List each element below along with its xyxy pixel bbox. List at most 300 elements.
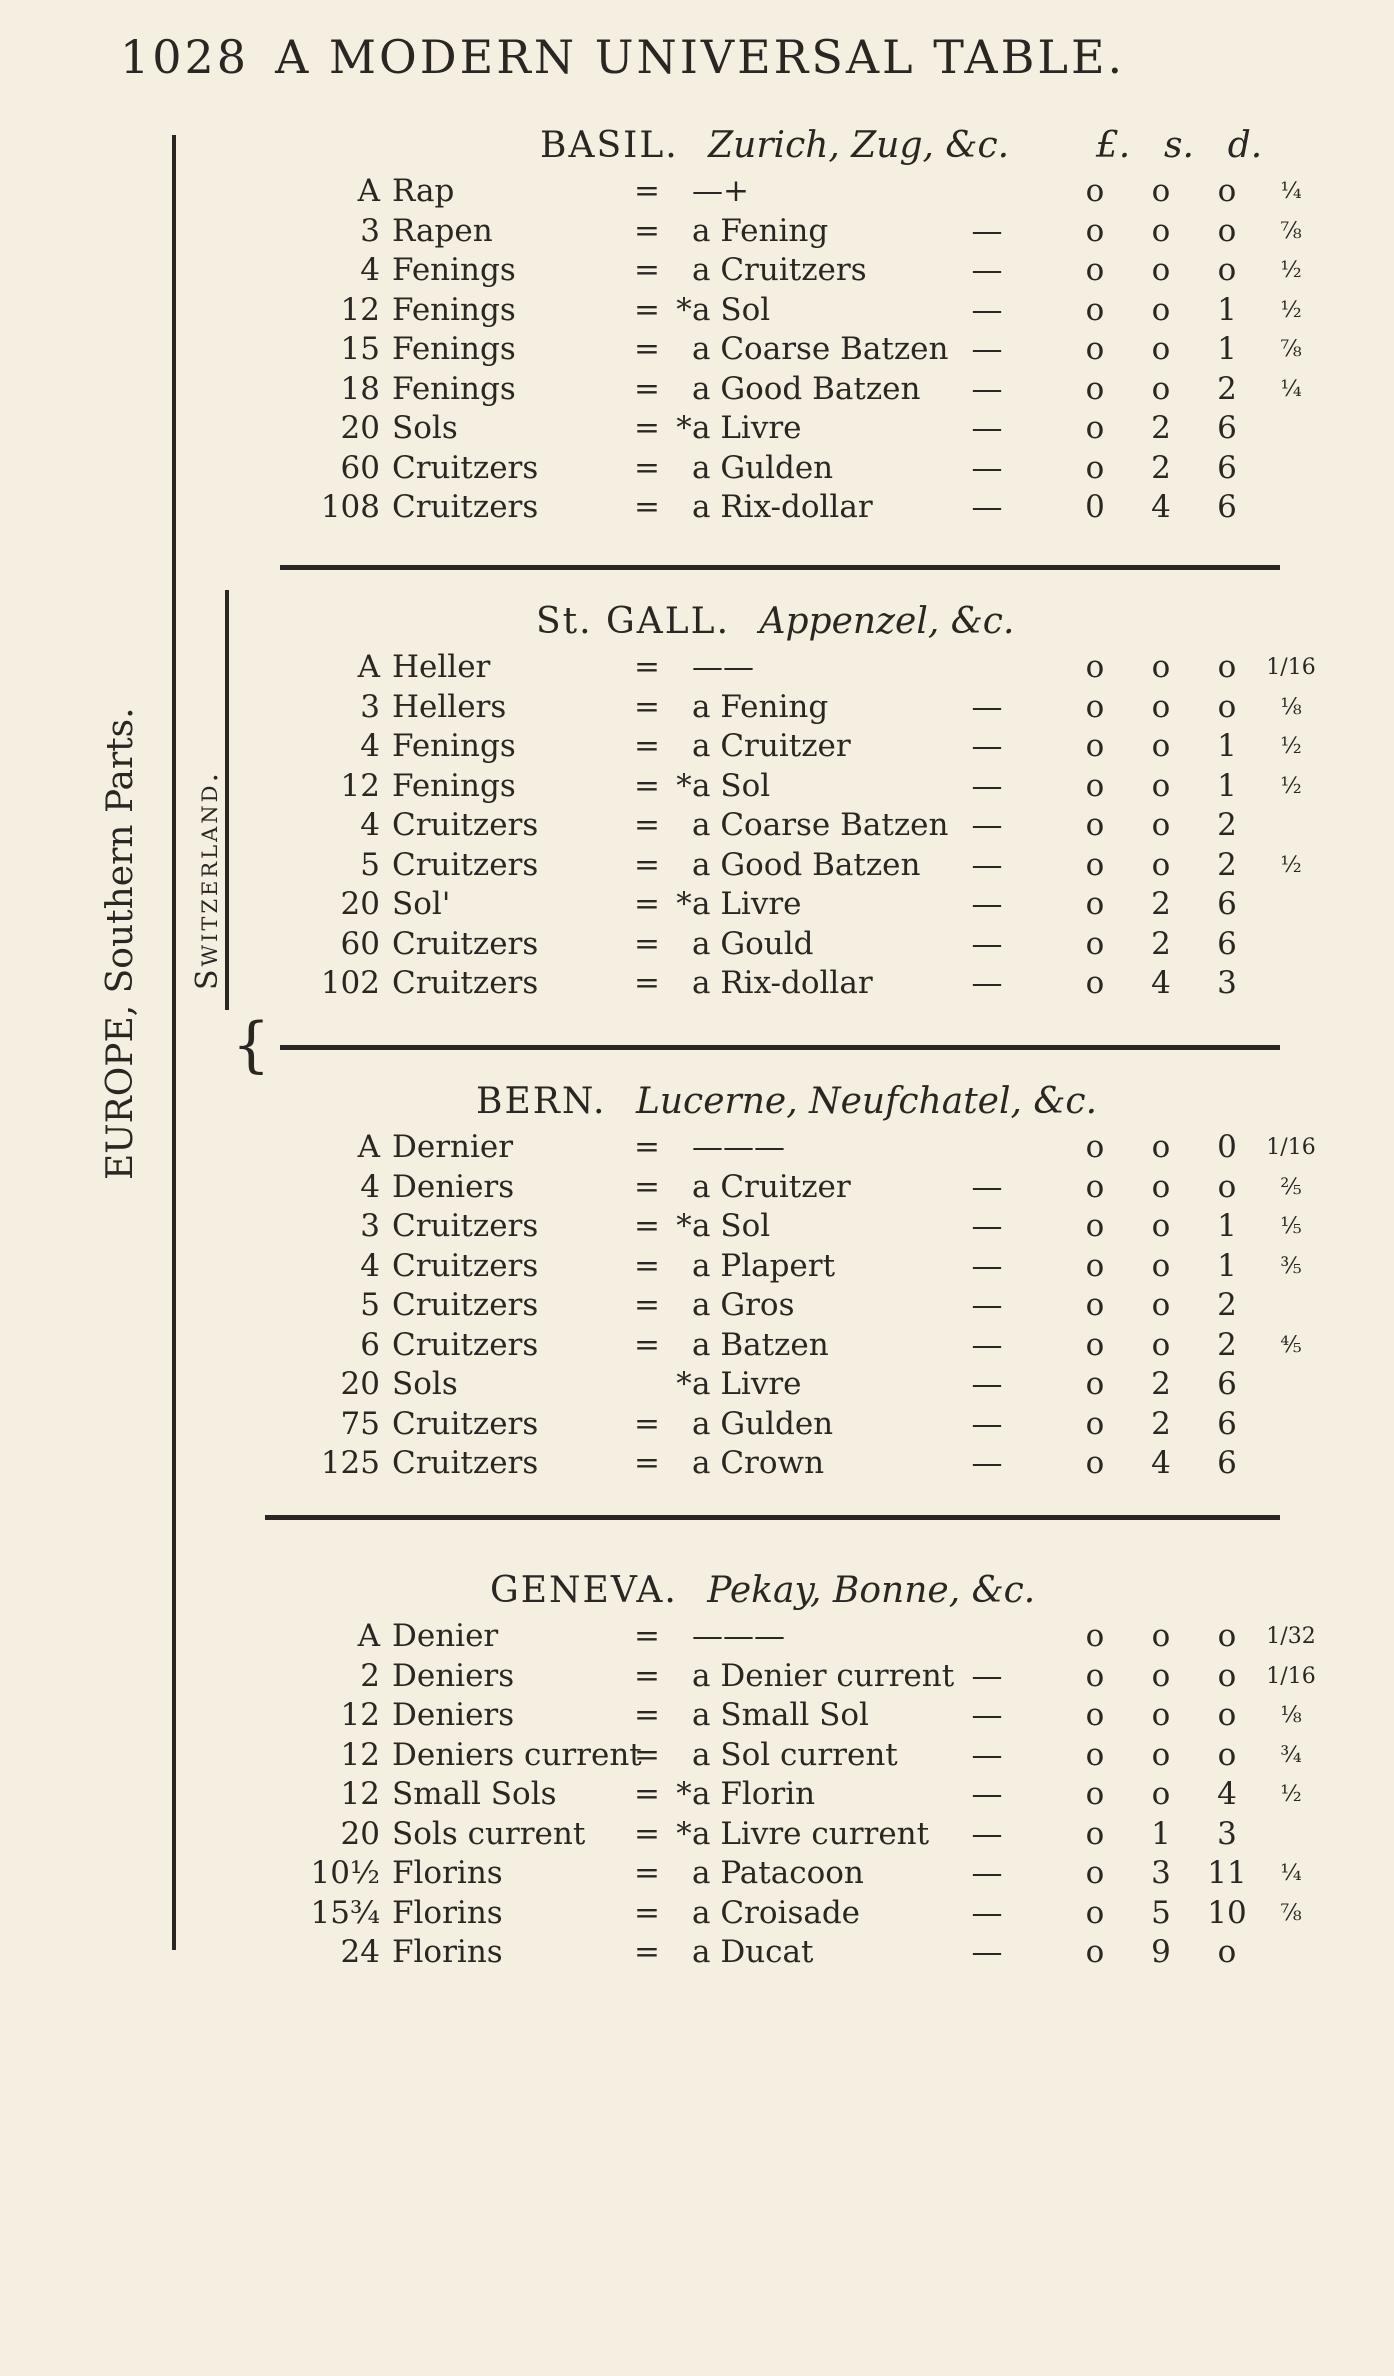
unit: Sol': [392, 886, 451, 922]
unit: Sols: [392, 1366, 458, 1402]
table-row: [280, 172, 1330, 212]
quantity: 20: [340, 410, 380, 446]
unit: Cruitzers: [392, 846, 539, 883]
shillings-value: o: [1151, 1287, 1171, 1323]
unit: Cruitzers: [392, 1405, 539, 1442]
table-row: [280, 964, 1330, 1004]
pence-value: 6: [1217, 489, 1237, 525]
pounds-value: o: [1085, 212, 1105, 249]
dash: —: [971, 410, 1003, 446]
equals-sign: =: [634, 1894, 660, 1931]
quantity: A: [357, 173, 380, 209]
pounds-value: o: [1085, 1894, 1105, 1931]
table-row: [280, 1775, 1330, 1815]
unit: Fenings: [392, 291, 516, 328]
equivalent: ———: [692, 1618, 785, 1654]
pence-value: 1: [1217, 291, 1237, 328]
equals-sign: =: [634, 846, 660, 883]
shillings-value: o: [1151, 1618, 1171, 1654]
shillings-value: o: [1151, 1697, 1171, 1733]
shillings-value: o: [1151, 688, 1171, 725]
quantity: 3: [360, 688, 380, 725]
shillings-value: 4: [1151, 1445, 1171, 1481]
dash: —: [971, 252, 1003, 288]
pounds-value: o: [1085, 331, 1105, 367]
dash: —: [971, 728, 1003, 764]
equivalent: a Sol: [692, 291, 771, 328]
shillings-value: 9: [1151, 1934, 1171, 1970]
unit: Cruitzers: [392, 1247, 539, 1284]
table-row: [280, 330, 1330, 370]
dash: —: [971, 291, 1003, 328]
section-geneva: [280, 1565, 1330, 1973]
shillings-value: o: [1151, 173, 1171, 209]
fraction: ⅛: [1280, 1703, 1302, 1728]
pence-value: o: [1217, 1657, 1237, 1694]
pence-value: o: [1217, 688, 1237, 725]
section-divider: [280, 1045, 1280, 1050]
quantity: 2: [360, 1657, 380, 1694]
quantity: 75: [340, 1405, 380, 1442]
pence-value: o: [1217, 252, 1237, 288]
asterisk: *: [676, 1208, 692, 1244]
unit: Fenings: [392, 252, 516, 288]
equivalent: a Cruitzers: [692, 252, 867, 288]
equivalent: a Croisade: [692, 1894, 861, 1931]
unit: Fenings: [392, 728, 516, 764]
pence-value: 6: [1217, 886, 1237, 922]
table-row: [280, 885, 1330, 925]
rows: [280, 172, 1330, 528]
shillings-value: 4: [1151, 965, 1171, 1001]
quantity: 4: [360, 1247, 380, 1284]
equivalent: a Livre current: [692, 1815, 930, 1852]
dash: —: [971, 1736, 1003, 1773]
unit: Cruitzers: [392, 449, 539, 486]
equivalent: a Gould: [692, 925, 814, 962]
table-row: [280, 1326, 1330, 1366]
table-row: [280, 449, 1330, 489]
table-row: [280, 688, 1330, 728]
fraction: ½: [1280, 1782, 1302, 1807]
pence-value: 6: [1217, 410, 1237, 446]
fraction: 1/16: [1266, 1135, 1316, 1160]
rows: [280, 1128, 1330, 1484]
equals-sign: =: [634, 370, 660, 407]
pence-value: o: [1217, 173, 1237, 209]
asterisk: *: [676, 1815, 692, 1852]
fraction: ¼: [1280, 1861, 1302, 1886]
page-number: 1028: [120, 30, 250, 84]
equals-sign: =: [634, 1934, 660, 1970]
fraction: ½: [1280, 297, 1302, 323]
table-row: [280, 1128, 1330, 1168]
asterisk: *: [676, 886, 692, 922]
table-row: [280, 1247, 1330, 1287]
running-head: [120, 30, 1125, 84]
section-bern: [280, 1076, 1330, 1484]
shillings-value: o: [1151, 1657, 1171, 1694]
pounds-value: 0: [1085, 489, 1105, 525]
asterisk: *: [676, 767, 692, 804]
unit: Cruitzers: [392, 1445, 539, 1481]
equivalent: —+: [692, 173, 749, 209]
pence-value: o: [1217, 649, 1237, 685]
fraction: 1/16: [1266, 655, 1316, 680]
unit: Fenings: [392, 331, 516, 367]
table-row: [280, 767, 1330, 807]
shillings-value: o: [1151, 767, 1171, 804]
section-title: [280, 1076, 1330, 1128]
equals-sign: =: [634, 252, 660, 288]
pounds-value: o: [1085, 688, 1105, 725]
quantity: 12: [340, 1697, 380, 1733]
equals-sign: =: [634, 331, 660, 367]
city-name: St. GALL.: [536, 601, 731, 642]
other-cities: Pekay, Bonne, &c.: [707, 1570, 1036, 1611]
shillings-value: o: [1151, 807, 1171, 843]
dash: —: [971, 1697, 1003, 1733]
country-label: Switzerland.: [190, 769, 225, 990]
equivalent: a Sol: [692, 767, 771, 804]
fraction: ⅘: [1280, 1332, 1302, 1358]
other-cities: Zurich, Zug, &c.: [708, 125, 1010, 166]
equals-sign: =: [634, 1247, 660, 1284]
pounds-value: o: [1085, 291, 1105, 328]
pounds-value: o: [1085, 807, 1105, 843]
pounds-value: o: [1085, 1934, 1105, 1970]
pounds-value: o: [1085, 728, 1105, 764]
equals-sign: =: [634, 1208, 660, 1244]
shillings-head: s.: [1164, 125, 1194, 166]
pounds-value: o: [1085, 1776, 1105, 1812]
shillings-value: o: [1151, 1168, 1171, 1205]
quantity: 6: [360, 1326, 380, 1363]
dash: —: [971, 489, 1003, 525]
pounds-value: o: [1085, 649, 1105, 685]
equivalent: a Gulden: [692, 1405, 834, 1442]
fraction: ¼: [1280, 179, 1302, 204]
dash: —: [971, 886, 1003, 922]
pounds-value: o: [1085, 1855, 1105, 1891]
equivalent: a Fening: [692, 212, 829, 249]
unit: Deniers: [392, 1168, 515, 1205]
dash: —: [971, 688, 1003, 725]
equivalent: a Batzen: [692, 1326, 829, 1363]
equals-sign: =: [634, 1168, 660, 1205]
unit: Dernier: [392, 1129, 514, 1165]
unit: Sols current: [392, 1815, 586, 1852]
fraction: ⅗: [1280, 1253, 1302, 1279]
pence-value: 6: [1217, 1366, 1237, 1402]
other-cities: Lucerne, Neufchatel, &c.: [635, 1081, 1098, 1122]
table-row: [280, 370, 1330, 410]
equals-sign: =: [634, 1405, 660, 1442]
dash: —: [971, 1934, 1003, 1970]
dash: —: [971, 925, 1003, 962]
equivalent: a Good Batzen: [692, 846, 921, 883]
equivalent: a Small Sol: [692, 1697, 869, 1733]
shillings-value: o: [1151, 331, 1171, 367]
inner-rule: [225, 590, 229, 1010]
dash: —: [971, 1326, 1003, 1363]
fraction: ¾: [1280, 1742, 1302, 1768]
equivalent: a Ducat: [692, 1934, 814, 1970]
dash: —: [971, 1287, 1003, 1323]
unit: Cruitzers: [392, 1287, 539, 1323]
fraction: ⅞: [1280, 218, 1302, 244]
equivalent: a Livre: [692, 410, 802, 446]
quantity: 20: [340, 886, 380, 922]
table-row: [280, 925, 1330, 965]
quantity: 60: [340, 925, 380, 962]
pounds-value: o: [1085, 1697, 1105, 1733]
fraction: ½: [1280, 852, 1302, 878]
pence-value: 2: [1217, 807, 1237, 843]
quantity: A: [357, 1618, 380, 1654]
shillings-value: 2: [1151, 1405, 1171, 1442]
pence-value: 4: [1217, 1776, 1237, 1812]
table-row: [280, 1405, 1330, 1445]
shillings-value: 1: [1151, 1815, 1171, 1852]
equals-sign: =: [634, 1129, 660, 1165]
unit: Florins: [392, 1855, 503, 1891]
equivalent: a Patacoon: [692, 1855, 864, 1891]
table-row: [280, 1657, 1330, 1697]
unit: Cruitzers: [392, 489, 539, 525]
pence-value: 1: [1217, 1247, 1237, 1284]
fraction: ½: [1280, 773, 1302, 799]
pounds-value: o: [1085, 173, 1105, 209]
pence-value: 6: [1217, 1445, 1237, 1481]
section-title: [280, 1565, 1330, 1617]
pence-value: 0: [1217, 1129, 1237, 1165]
equals-sign: =: [634, 767, 660, 804]
equivalent: a Cruitzer: [692, 1168, 851, 1205]
unit: Sols: [392, 410, 458, 446]
fraction: ¼: [1280, 376, 1302, 402]
pounds-value: o: [1085, 410, 1105, 446]
table-row: [280, 1617, 1330, 1657]
quantity: 24: [340, 1934, 380, 1970]
pounds-value: o: [1085, 846, 1105, 883]
shillings-value: o: [1151, 212, 1171, 249]
left-rule: [172, 135, 176, 1950]
asterisk: *: [676, 291, 692, 328]
section-title: [280, 596, 1330, 648]
equivalent: a Sol current: [692, 1736, 898, 1773]
equals-sign: =: [634, 410, 660, 446]
equivalent: a Cruitzer: [692, 728, 851, 764]
shillings-value: o: [1151, 1326, 1171, 1363]
equivalent: a Crown: [692, 1445, 825, 1481]
column-heads: [1080, 120, 1278, 172]
table-row: [280, 1286, 1330, 1326]
quantity: 10½: [310, 1855, 380, 1891]
equals-sign: =: [634, 212, 660, 249]
shillings-value: 2: [1151, 410, 1171, 446]
quantity: A: [357, 649, 380, 685]
equals-sign: =: [634, 173, 660, 209]
equivalent: a Denier current: [692, 1657, 955, 1694]
table-row: [280, 1894, 1330, 1934]
pence-value: 10: [1207, 1894, 1247, 1931]
fraction: 1/32: [1266, 1624, 1316, 1649]
pounds-value: o: [1085, 1618, 1105, 1654]
dash: —: [971, 370, 1003, 407]
quantity: 20: [340, 1815, 380, 1852]
unit: Hellers: [392, 688, 507, 725]
table-row: [280, 1933, 1330, 1973]
equivalent: a Gulden: [692, 449, 834, 486]
dash: —: [971, 449, 1003, 486]
quantity: 20: [340, 1366, 380, 1402]
dash: —: [971, 1815, 1003, 1852]
equals-sign: =: [634, 925, 660, 962]
pence-value: 2: [1217, 370, 1237, 407]
quantity: 4: [360, 807, 380, 843]
section-divider: [265, 1515, 1280, 1520]
dash: —: [971, 1445, 1003, 1481]
pounds-value: o: [1085, 1129, 1105, 1165]
dash: —: [971, 1776, 1003, 1812]
pounds-value: o: [1085, 449, 1105, 486]
pounds-value: o: [1085, 1405, 1105, 1442]
pence-head: d.: [1227, 125, 1263, 166]
quantity: 5: [360, 846, 380, 883]
table-row: [280, 727, 1330, 767]
equivalent: a Coarse Batzen: [692, 331, 949, 367]
fraction: ½: [1280, 258, 1302, 283]
table-row: [280, 1207, 1330, 1247]
quantity: 108: [320, 489, 380, 525]
equals-sign: =: [634, 1326, 660, 1363]
dash: —: [971, 965, 1003, 1001]
table-row: [280, 806, 1330, 846]
table-row: [280, 291, 1330, 331]
pounds-value: o: [1085, 1287, 1105, 1323]
dash: —: [971, 1657, 1003, 1694]
pounds-value: o: [1085, 1815, 1105, 1852]
unit: Small Sols: [392, 1776, 557, 1812]
equivalent: a Good Batzen: [692, 370, 921, 407]
quantity: 12: [340, 1776, 380, 1812]
section-st-gall: [280, 596, 1330, 1004]
table-row: [280, 1815, 1330, 1855]
rows: [280, 648, 1330, 1004]
equivalent: ———: [692, 1129, 785, 1165]
quantity: 60: [340, 449, 380, 486]
dash: —: [971, 1168, 1003, 1205]
equals-sign: =: [634, 1776, 660, 1812]
shillings-value: o: [1151, 1208, 1171, 1244]
table-row: [280, 251, 1330, 291]
unit: Fenings: [392, 370, 516, 407]
asterisk: *: [676, 1776, 692, 1812]
equals-sign: =: [634, 728, 660, 764]
equals-sign: =: [634, 291, 660, 328]
equivalent: a Rix-dollar: [692, 965, 873, 1001]
pence-value: 1: [1217, 1208, 1237, 1244]
table-row: [280, 488, 1330, 528]
pence-value: o: [1217, 212, 1237, 249]
quantity: 4: [360, 252, 380, 288]
table-row: [280, 1444, 1330, 1484]
shillings-value: o: [1151, 1247, 1171, 1284]
other-cities: Appenzel, &c.: [759, 601, 1015, 642]
quantity: 15: [340, 331, 380, 367]
pence-value: o: [1217, 1736, 1237, 1773]
equivalent: a Plapert: [692, 1247, 836, 1284]
shillings-value: 5: [1151, 1894, 1171, 1931]
equals-sign: =: [634, 886, 660, 922]
pence-value: 11: [1207, 1855, 1247, 1891]
rows: [280, 1617, 1330, 1973]
shillings-value: o: [1151, 728, 1171, 764]
shillings-value: 2: [1151, 925, 1171, 962]
equivalent: a Fening: [692, 688, 829, 725]
quantity: 12: [340, 291, 380, 328]
equals-sign: =: [634, 1657, 660, 1694]
fraction: ⅛: [1280, 694, 1302, 720]
pence-value: 2: [1217, 846, 1237, 883]
pence-value: o: [1217, 1168, 1237, 1205]
quantity: 18: [340, 370, 380, 407]
equals-sign: =: [634, 1736, 660, 1773]
equivalent: a Gros: [692, 1287, 795, 1323]
section-basil: [280, 120, 1330, 528]
pounds-value: o: [1085, 767, 1105, 804]
unit: Cruitzers: [392, 1326, 539, 1363]
equals-sign: =: [634, 489, 660, 525]
equivalent: a Florin: [692, 1776, 816, 1812]
unit: Deniers: [392, 1697, 515, 1733]
pence-value: 1: [1217, 331, 1237, 367]
pence-value: 1: [1217, 767, 1237, 804]
pence-value: 6: [1217, 449, 1237, 486]
equals-sign: =: [634, 649, 660, 685]
dash: —: [971, 807, 1003, 843]
city-name: BASIL.: [540, 125, 679, 166]
shillings-value: 3: [1151, 1855, 1171, 1891]
pounds-value: o: [1085, 370, 1105, 407]
equivalent: a Livre: [692, 886, 802, 922]
equivalent: a Sol: [692, 1208, 771, 1244]
table-row: [280, 1365, 1330, 1405]
asterisk: *: [676, 1366, 692, 1402]
pounds-value: o: [1085, 1247, 1105, 1284]
unit: Heller: [392, 649, 491, 685]
city-name: BERN.: [476, 1081, 607, 1122]
pence-value: 6: [1217, 1405, 1237, 1442]
shillings-value: o: [1151, 252, 1171, 288]
quantity: A: [357, 1129, 380, 1165]
equivalent: a Livre: [692, 1366, 802, 1402]
dash: —: [971, 1405, 1003, 1442]
equivalent: a Coarse Batzen: [692, 807, 949, 843]
table-row: [280, 648, 1330, 688]
shillings-value: 2: [1151, 449, 1171, 486]
unit: Rapen: [392, 212, 493, 249]
pounds-value: o: [1085, 925, 1105, 962]
dash: —: [971, 212, 1003, 249]
fraction: 1/16: [1266, 1663, 1316, 1689]
table-row: [280, 1168, 1330, 1208]
pounds-value: o: [1085, 1736, 1105, 1773]
equals-sign: =: [634, 807, 660, 843]
dash: —: [971, 1208, 1003, 1244]
pounds-value: o: [1085, 886, 1105, 922]
